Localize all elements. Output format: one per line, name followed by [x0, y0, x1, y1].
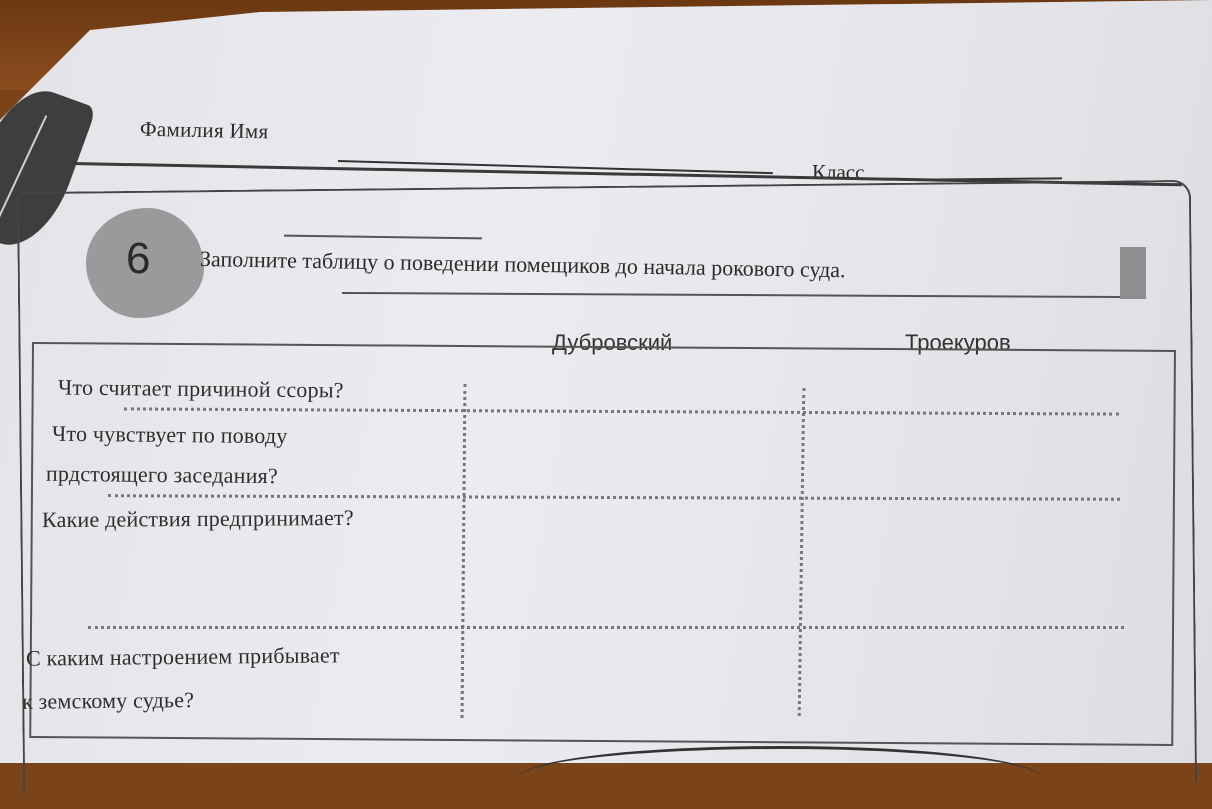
- answer-cell-troekurov-actions[interactable]: [808, 502, 1120, 624]
- answer-cell-troekurov-feelings[interactable]: [808, 418, 1118, 496]
- bottom-decorative-curve: [520, 746, 1040, 809]
- row-label-reason: Что считает причиной ссоры?: [57, 374, 344, 403]
- answer-cell-troekurov-mood[interactable]: [808, 632, 1122, 722]
- row-label-feelings-line1: Что чувствует по поводу: [51, 420, 288, 449]
- column-header-dubrovsky: Дубровский: [552, 330, 673, 355]
- row-divider: [88, 626, 1124, 629]
- row-label-actions: Какие действия предпринимает?: [41, 504, 354, 533]
- row-label-mood-line2: к земскому судье?: [21, 687, 195, 714]
- answer-cell-dubrovsky-mood[interactable]: [464, 632, 794, 722]
- row-label-feelings-line2: прдстоящего заседания?: [45, 460, 279, 489]
- task-number: 6: [126, 234, 151, 283]
- answer-cell-dubrovsky-reason[interactable]: [470, 372, 794, 408]
- answer-cell-troekurov-reason[interactable]: [808, 374, 1118, 410]
- answer-cell-dubrovsky-actions[interactable]: [466, 502, 794, 624]
- column-header-troekurov: Троекуров: [905, 330, 1011, 355]
- gray-tab-marker: [1120, 247, 1146, 299]
- name-label: Фамилия Имя: [139, 116, 269, 144]
- task-instruction: Заполните таблицу о поведении помещиков до начала рокового суда.: [199, 246, 846, 283]
- row-label-mood-line1: С каким настроением прибывает: [25, 642, 340, 671]
- class-label: Класс: [812, 160, 865, 184]
- answer-cell-dubrovsky-feelings[interactable]: [468, 416, 794, 494]
